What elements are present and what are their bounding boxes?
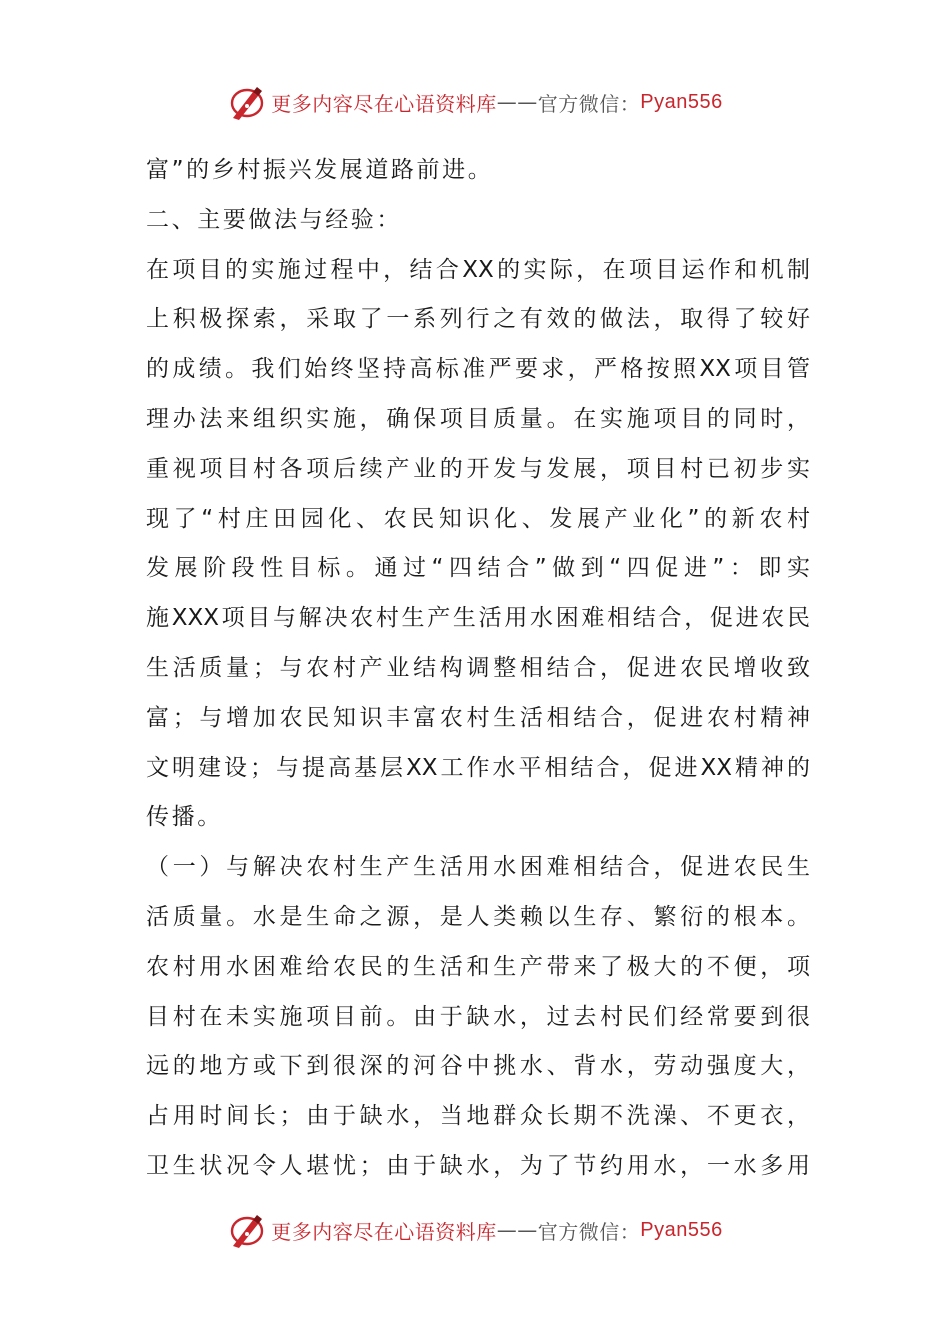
text-line: 生活质量；与农村产业结构调整相结合，促进农民增收致 <box>146 654 810 681</box>
document-body <box>146 146 810 1192</box>
text-line: 农村用水困难给农民的生活和生产带来了极大的不便，项 <box>146 953 810 980</box>
pen-nib-logo-icon <box>227 1210 267 1250</box>
text-line: 卫生状况令人堪忧；由于缺水，为了节约用水，一水多用 <box>146 1152 810 1179</box>
banner-wechat-label: 官方微信： <box>537 91 641 116</box>
text-line: 占用时间长；由于缺水，当地群众长期不洗澡、不更衣， <box>146 1103 810 1130</box>
section-heading: 二、主要做法与经验： <box>146 206 402 233</box>
banner-wechat-label: 官方微信： <box>537 1219 641 1244</box>
text-line: 现了“村庄田园化、农民知识化、发展产业化”的新农村 <box>146 505 810 532</box>
pen-nib-logo-icon <box>227 82 267 122</box>
banner-separator: —— <box>496 90 538 114</box>
text-line: 富”的乡村振兴发展道路前进。 <box>146 157 494 183</box>
header-watermark-banner <box>0 82 950 122</box>
banner-wechat-id: Pyan556 <box>640 1218 723 1241</box>
text-line: 的成绩。我们始终坚持高标准严要求，严格按照XX项目管 <box>146 356 810 383</box>
text-line: 在项目的实施过程中，结合XX的实际，在项目运作和机制 <box>146 256 810 283</box>
text-line: 目村在未实施项目前。由于缺水，过去村民们经常要到很 <box>146 1003 810 1030</box>
text-line: 理办法来组织实施，确保项目质量。在实施项目的同时， <box>146 405 810 432</box>
banner-wechat-id: Pyan556 <box>640 90 723 113</box>
text-line: 施XXX项目与解决农村生产生活用水困难相结合，促进农民 <box>146 605 810 632</box>
text-line: 发展阶段性目标。通过“四结合”做到“四促进”：即实 <box>146 555 810 582</box>
banner-main-text: 更多内容尽在心语资料库 <box>271 91 497 116</box>
footer-watermark-banner <box>0 1210 950 1250</box>
banner-main-text: 更多内容尽在心语资料库 <box>271 1219 497 1244</box>
subsection-heading-line: （一）与解决农村生产生活用水困难相结合，促进农民生 <box>146 854 810 881</box>
text-line: 重视项目村各项后续产业的开发与发展，项目村已初步实 <box>146 455 810 482</box>
text-line: 远的地方或下到很深的河谷中挑水、背水，劳动强度大， <box>146 1053 810 1080</box>
text-line: 文明建设；与提高基层XX工作水平相结合，促进XX精神的 <box>146 754 810 781</box>
text-line: 活质量。水是生命之源，是人类赖以生存、繁衍的根本。 <box>146 903 810 930</box>
text-line: 上积极探索，采取了一系列行之有效的做法，取得了较好 <box>146 306 810 333</box>
text-line: 传播。 <box>146 804 223 831</box>
banner-separator: —— <box>496 1218 538 1242</box>
text-line: 富；与增加农民知识丰富农村生活相结合，促进农村精神 <box>146 704 810 731</box>
